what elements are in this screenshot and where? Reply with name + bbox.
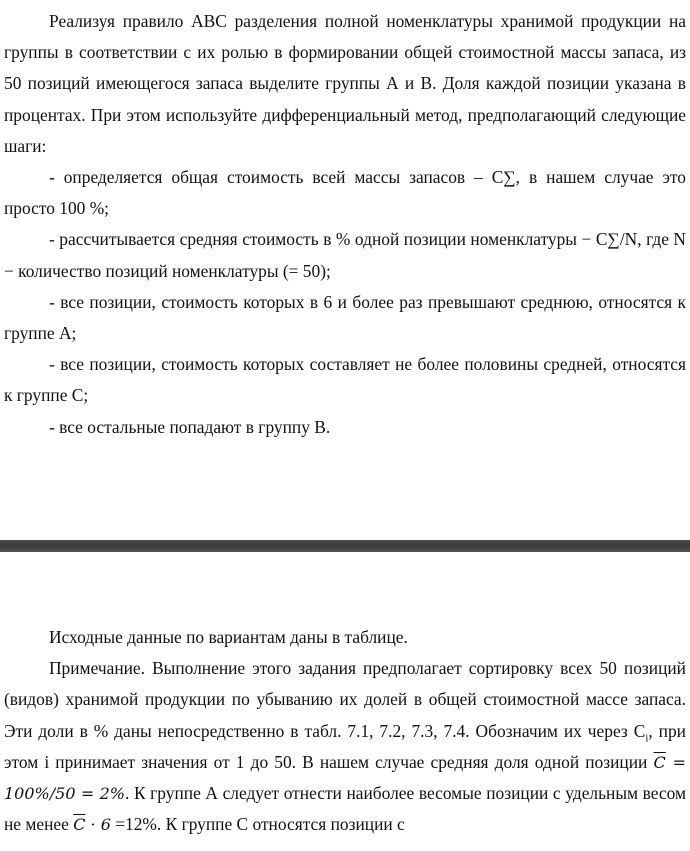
step-1: - определяется общая стоимость всей массы запасов – С∑, в нашем случае это просто 100 %; <box>4 167 686 219</box>
note-part-1: Примечание. Выполнение этого задания предполагает сортировку всех 50 позиций (видов) хранимой продукции по убыванию их долей в общей стоимостной массе запаса. Эти доли в % даны непосредственно в табл. 7.1, 7.2, 7.3, 7.4. Обозначим их через C <box>4 658 686 741</box>
step-2: - рассчитывается средняя стоимость в % одной позиции номенклатуры − С∑/N, где N − количество позиций номенклатуры (= 50); <box>4 229 686 281</box>
task-text <box>4 6 686 443</box>
intro-paragraph: Реализуя правило АВС разделения полной номенклатуры хранимой продукции на группы в соответствии с их ролью в формировании общей стоимостной массы запаса, из 50 позиций имеющегося запаса выделите группы А и В. Доля каждой позиции указана в процентах. При этом используйте дифференциальный метод, предполагающий следующие шаги: <box>4 11 686 156</box>
formula-average-rest: = 100%/50 = 2% <box>4 752 686 804</box>
note-part-3: . К группе А следует отнести наиболее весомые позиции с удельным весом не менее <box>4 783 686 835</box>
note-part-4: =12%. К группе С относятся позиции с <box>110 814 405 835</box>
page-divider <box>0 540 690 552</box>
formula-threshold <box>73 815 111 834</box>
note-paragraph <box>4 653 686 840</box>
formula-threshold-rest: · 6 <box>85 815 111 835</box>
note-text <box>4 622 686 840</box>
step-5: - все остальные попадают в группу В. <box>49 416 331 437</box>
step-3: - все позиции, стоимость которых в 6 и более раз превышают среднюю, относятся к группе А; <box>4 291 686 344</box>
formula-average-var: $\overline{C}$ <box>653 752 666 772</box>
page-2 <box>0 552 690 851</box>
data-line: Исходные данные по вариантам даны в таблице. <box>49 627 408 647</box>
note-subscript: i <box>645 732 649 745</box>
step-4: - все позиции, стоимость которых составляет не более половины средней, относятся к группе С; <box>4 354 686 406</box>
note-part-2: , при этом i принимает значения от 1 до 50. В нашем случае средняя доля одной позиции <box>4 720 686 772</box>
formula-threshold-var: $\overline{C}$ <box>73 815 86 835</box>
